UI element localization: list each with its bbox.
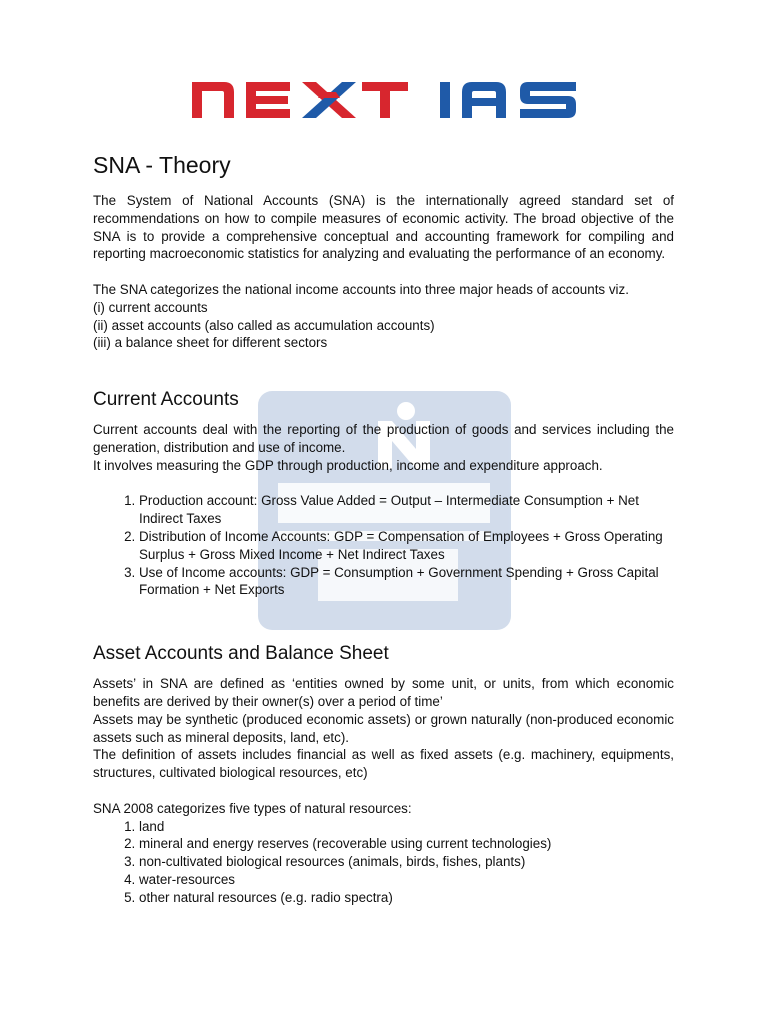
next-ias-logo (190, 72, 580, 124)
natural-resources-intro: SNA 2008 categorizes five types of natural resources: (93, 800, 412, 816)
section-heading-current-accounts: Current Accounts (93, 389, 239, 411)
intro-item: (i) current accounts (93, 299, 208, 315)
page-title: SNA - Theory (93, 152, 231, 178)
current-accounts-list (93, 492, 674, 599)
list-item: 2. Distribution of Income Accounts: GDP = Compensation of Employees + Gross Operating Surplus + Gross Mixed Income + Net Indirect Taxes (139, 528, 674, 564)
list-item: 1. Production account: Gross Value Added = Output – Intermediate Consumption + Net Indirect Taxes (139, 492, 674, 528)
list-item: 5. other natural resources (e.g. radio spectra) (139, 889, 674, 907)
assets-paragraph-2: Assets may be synthetic (produced economic assets) or grown naturally (non-produced economic assets such as mineral deposits, land, etc). (93, 711, 674, 745)
natural-resources-list (93, 818, 674, 907)
intro-item: (iii) a balance sheet for different sectors (93, 335, 328, 351)
document-body (93, 150, 674, 907)
assets-paragraph-3: The definition of assets includes financial as well as fixed assets (e.g. machinery, equipments, structures, cultivated biological resources, etc) (93, 747, 674, 781)
list-item: 2. mineral and energy reserves (recoverable using current technologies) (139, 835, 674, 853)
list-item: 3. Use of Income accounts: GDP = Consumption + Government Spending + Gross Capital Formation + Net Exports (139, 564, 674, 600)
current-paragraph-2: It involves measuring the GDP through production, income and expenditure approach. (93, 457, 603, 473)
section-heading-asset-accounts: Asset Accounts and Balance Sheet (93, 643, 389, 665)
list-item: 4. water-resources (139, 871, 674, 889)
intro-paragraph: The System of National Accounts (SNA) is the internationally agreed standard set of recommendations on how to compile measures of economic activity. The broad objective of the SNA is to provide a comprehensive conceptual and accounting framework for compiling and reporting macroeconomic statistics for analyzing and evaluating the performance of an economy. (93, 193, 674, 262)
list-item: 3. non-cultivated biological resources (animals, birds, fishes, plants) (139, 853, 674, 871)
assets-paragraph: Assets’ in SNA are defined as ‘entities owned by some unit, or units, from which economic benefits are derived by their owner(s) over a period of time’ (93, 676, 674, 709)
current-paragraph: Current accounts deal with the reporting of the production of goods and services including the generation, distribution and use of income. (93, 422, 674, 455)
list-item: 1. land (139, 818, 674, 836)
intro-item: (ii) asset accounts (also called as accumulation accounts) (93, 317, 435, 333)
intro-categories-paragraph: The SNA categorizes the national income accounts into three major heads of accounts viz. (93, 281, 629, 297)
